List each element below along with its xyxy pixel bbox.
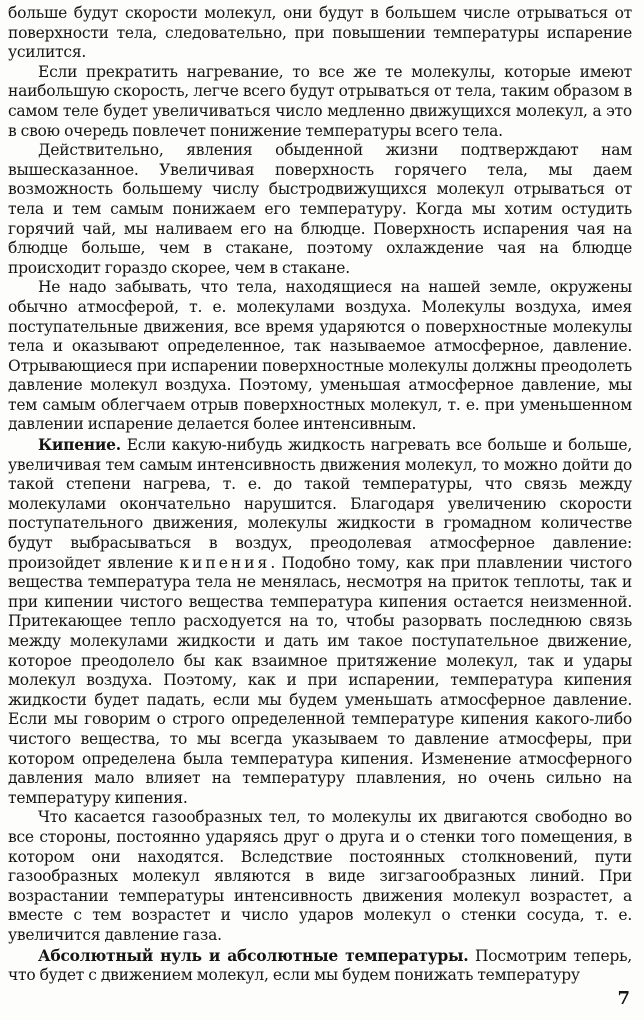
- paragraph-text: Действительно, явления обыденной жизни подтверждают нам вышесказанное. Увеличивая поверхность горячего тела, мы даем возможность большему числу быстродвижущихся молекул отрываться от тела и тем самым понижаем его температуру. Когда мы хотим остудить горячий чай, мы наливаем его на блюдце. Поверхность испарения чая на блюдце больше, чем в стакане, поэтому охлаждение чая на блюдце происходит гораздо скорее, чем в стакане.: [8, 141, 632, 277]
- paragraph-atmosphere: [8, 278, 632, 435]
- paragraph-text: Не надо забывать, что тела, находящиеся на нашей земле, окружены обычно атмосферой, т. е. молекулами воздуха. Молекулы воздуха, имея поступательные движения, все время ударяются о поверхностные молекулы тела и оказывают определенное, так называемое атмосферное, давление. Отрывающиеся при испарении поверхностные молекулы должны преодолеть давление молекул воздуха. Поэтому, уменьшая атмосферное давление, мы тем самым облегчаем отрыв поверхностных молекул, т. е. при уменьшенном давлении испарение делается более интенсивным.: [8, 278, 632, 434]
- paragraph-gases: [8, 808, 632, 945]
- body-text: [8, 4, 632, 986]
- absolute-zero-heading: Абсолютный нуль и абсолютные температуры.: [38, 945, 469, 965]
- paragraph-text: Что касается газообразных тел, то молекулы их двигаются свободно во все стороны, постоянно ударяясь друг о друга и о стенки того помещения, в котором они находятся. Вследствие постоянных столкновений, пути газообразных молекул являются в виде зигзагообразных линий. При возрастании температуры интенсивность движения молекул возрастет, а вместе с тем возрастет и число ударов молекул о стенки сосуда, т. е. увеличится давление газа.: [8, 808, 632, 944]
- paragraph-evaporation-end: [8, 4, 632, 63]
- paragraph-boiling: [8, 435, 632, 808]
- paragraph-stop-heating: [8, 63, 632, 141]
- paragraph-text: Посмотрим теперь, что будет с движением молекул, если мы будем понижать температуру: [8, 946, 632, 985]
- paragraph-text: Если прекратить нагревание, то все же те молекулы, которые имеют наибольшую скорость, легче всего будут отрываться от тела, таким образом в самом теле будет увеличиваться число медленно движущихся молекул, а это в свою очередь повлечет понижение температуры всего тела.: [8, 62, 632, 140]
- paragraph-text: Если какую-нибудь жидкость нагревать все больше и больше, увеличивая тем самым интенсивность движения молекул, то можно дойти до такой степени нагрева, т. е. до такой температуры, что связь между молекулами окончательно нарушится. Благодаря увеличению скорости поступательного движения, молекулы жидкости в громадном количестве будут выбрасываться в воздух, преодолевая атмосферное давление: произойдет явление: [8, 436, 632, 572]
- page-number: 7: [617, 988, 630, 1009]
- paragraph-text: больше будут скорости молекул, они будут в большем числе отрываться от поверхности тела, следовательно, при повышении температуры испарение усилится.: [8, 4, 632, 62]
- paragraph-everyday-life: [8, 141, 632, 278]
- paragraph-text: . Подобно тому, как при плавлении чистого вещества температура тела не менялась, несмотря на приток теплоты, так и при кипении чистого вещества температура кипения остается неизменной. Притекающее тепло расходуется на то, чтобы разорвать последнюю связь между молекулами жидкости и дать им такое поступательное движение, которое преодолело бы как взаимное притяжение молекул, так и удары молекул воздуха. Поэтому, как и при испарении, температура кипения жидкости будет падать, если мы будем уменьшать атмосферное давление. Если мы говорим о строго определенной температуре кипения какого-либо чистого вещества, то мы всегда указываем то давление атмосферы, при котором определена была температура кипения. Изменение атмосферного давления мало влияет на температуру плавления, но очень сильно на температуру кипения.: [8, 553, 632, 807]
- boiling-heading: Кипение.: [38, 435, 121, 455]
- paragraph-absolute-zero: [8, 946, 632, 986]
- spaced-term: кипения: [179, 553, 271, 572]
